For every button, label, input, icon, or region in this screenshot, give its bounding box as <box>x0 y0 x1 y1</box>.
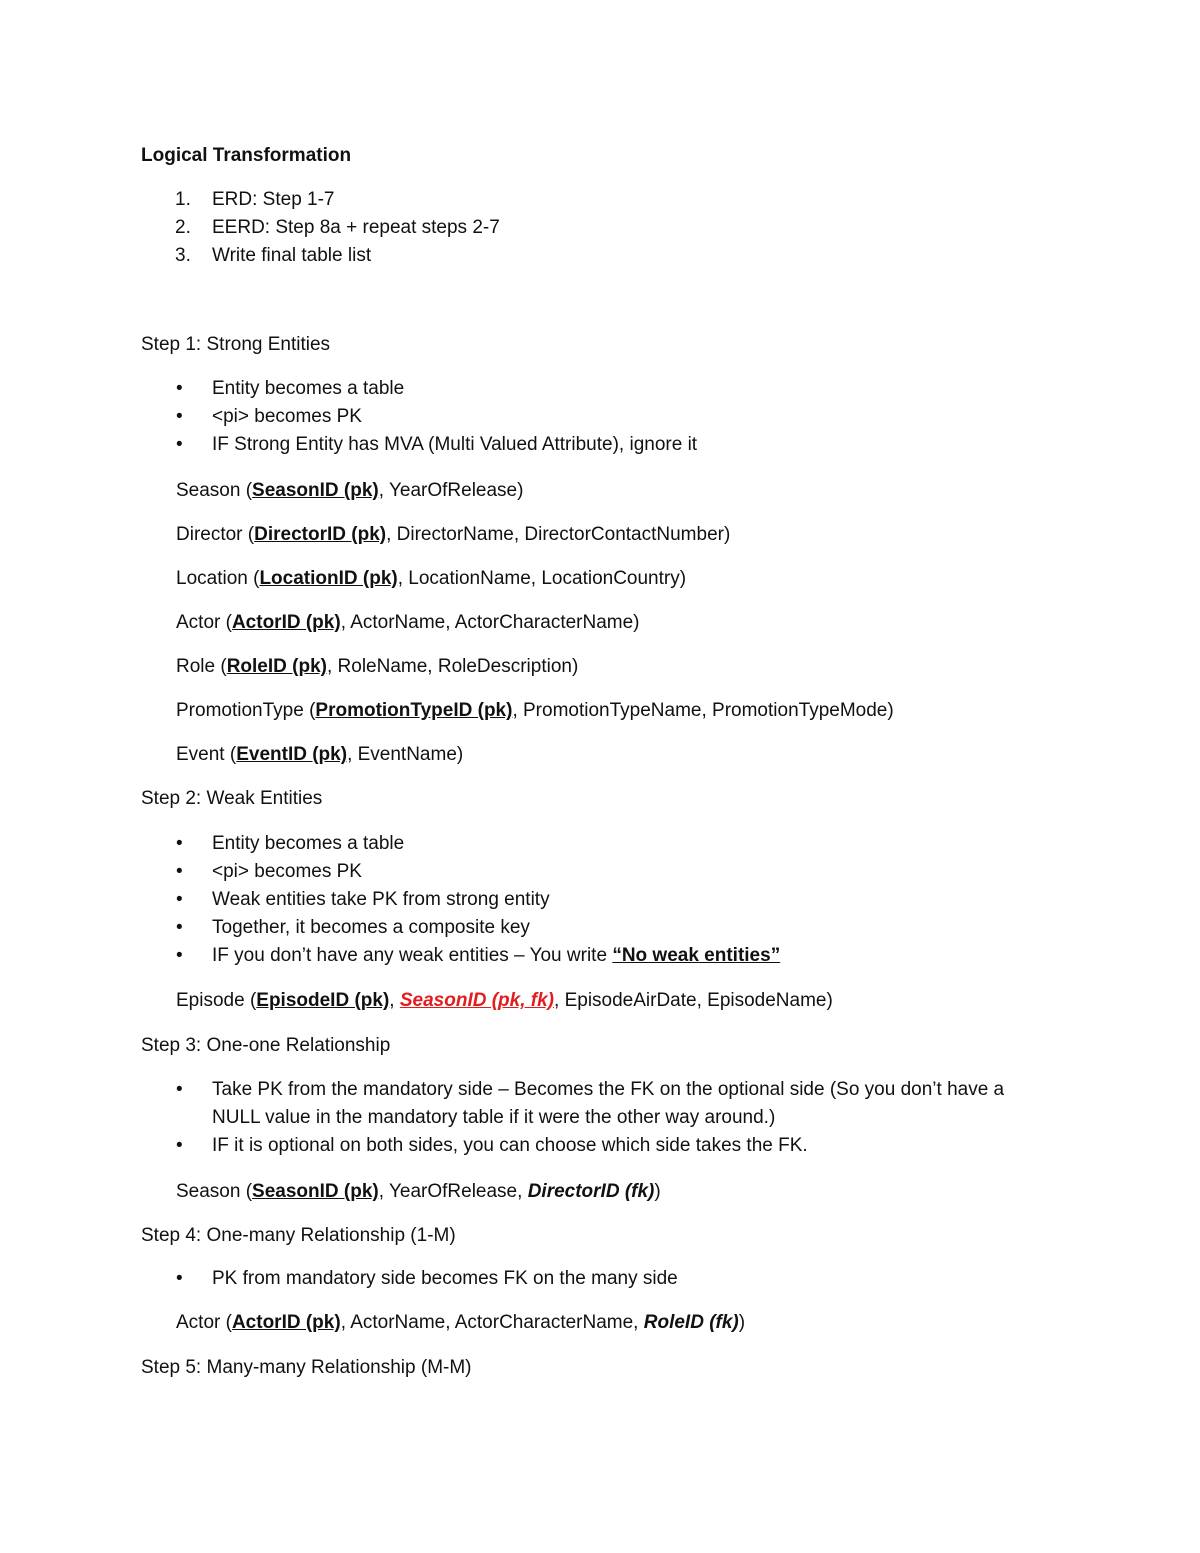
table-definition <box>176 479 523 503</box>
primary-key: LocationID (pk) <box>259 568 398 589</box>
list-item: Entity becomes a table <box>212 378 405 399</box>
table-definition <box>176 743 463 767</box>
list-item: IF it is optional on both sides, you can choose which side takes the FK. <box>212 1135 808 1156</box>
table-attributes: , RoleName, RoleDescription) <box>326 656 579 677</box>
list-item: Together, it becomes a composite key <box>212 917 530 938</box>
list-number: 3. <box>175 245 191 266</box>
bullet-dot: • <box>176 917 183 938</box>
table-attributes: , LocationName, LocationCountry) <box>397 568 687 589</box>
document-title: Logical Transformation <box>141 145 352 166</box>
primary-key: SeasonID (pk) <box>252 480 379 501</box>
step4-heading: Step 4: One-many Relationship (1-M) <box>141 1225 456 1246</box>
table-name: Actor ( <box>176 612 232 633</box>
table-name: Director ( <box>176 524 255 545</box>
list-item-text: IF you don’t have any weak entities – You write <box>212 945 613 966</box>
primary-key: EventID (pk) <box>236 744 348 765</box>
bullet-dot: • <box>176 406 183 427</box>
primary-key: EpisodeID (pk) <box>256 990 390 1011</box>
step2-heading: Step 2: Weak Entities <box>141 788 323 809</box>
table-definition <box>176 567 686 591</box>
table-definition <box>176 523 730 547</box>
primary-key: ActorID (pk) <box>231 612 341 633</box>
table-definition <box>176 699 894 723</box>
list-item: <pi> becomes PK <box>212 406 362 427</box>
list-item: EERD: Step 8a + repeat steps 2-7 <box>212 217 500 238</box>
table-name: PromotionType ( <box>176 700 316 721</box>
table-attributes: , DirectorName, DirectorContactNumber) <box>386 524 731 545</box>
step1-heading: Step 1: Strong Entities <box>141 334 331 355</box>
table-name: Event ( <box>176 744 237 765</box>
bullet-dot: • <box>176 889 183 910</box>
bullet-dot: • <box>176 1079 183 1100</box>
bullet-dot: • <box>176 1135 183 1156</box>
table-name: Role ( <box>176 656 227 677</box>
table-attributes: , YearOfRelease, <box>378 1181 528 1202</box>
list-item: IF Strong Entity has MVA (Multi Valued Attribute), ignore it <box>212 434 698 455</box>
closing-paren: ) <box>654 1181 661 1202</box>
list-item: Weak entities take PK from strong entity <box>212 889 550 910</box>
bullet-dot: • <box>176 833 183 854</box>
table-attributes: , EventName) <box>347 744 464 765</box>
list-item: ERD: Step 1-7 <box>212 189 335 210</box>
primary-key: DirectorID (pk) <box>254 524 387 545</box>
bullet-dot: • <box>176 434 183 455</box>
table-name: Location ( <box>176 568 260 589</box>
bullet-dot: • <box>176 861 183 882</box>
bullet-dot: • <box>176 1268 183 1289</box>
list-item: Take PK from the mandatory side – Becomes the FK on the optional side (So you don’t have a <box>212 1079 1005 1100</box>
table-attributes: , EpisodeAirDate, EpisodeName) <box>554 990 833 1011</box>
table-definition <box>176 1311 745 1335</box>
list-item: Write final table list <box>212 245 372 266</box>
closing-paren: ) <box>738 1312 746 1333</box>
table-name: Season ( <box>176 1181 253 1202</box>
separator: , <box>389 990 400 1011</box>
foreign-key: DirectorID (fk) <box>527 1181 655 1202</box>
list-number: 1. <box>175 189 191 210</box>
table-attributes: , YearOfRelease) <box>378 480 524 501</box>
foreign-key: RoleID (fk) <box>643 1312 739 1333</box>
list-item <box>212 944 780 968</box>
list-number: 2. <box>175 217 191 238</box>
list-item: Entity becomes a table <box>212 833 405 854</box>
table-name: Episode ( <box>176 990 257 1011</box>
table-attributes: , ActorName, ActorCharacterName, <box>340 1312 644 1333</box>
bullet-dot: • <box>176 378 183 399</box>
step5-heading: Step 5: Many-many Relationship (M-M) <box>141 1357 472 1378</box>
bullet-dot: • <box>176 945 183 966</box>
table-name: Season ( <box>176 480 253 501</box>
step3-heading: Step 3: One-one Relationship <box>141 1035 391 1056</box>
table-attributes: , ActorName, ActorCharacterName) <box>340 612 640 633</box>
primary-key: SeasonID (pk) <box>252 1181 379 1202</box>
list-item-continuation: NULL value in the mandatory table if it were the other way around.) <box>212 1107 776 1128</box>
emphasis-text: “No weak entities” <box>612 945 781 966</box>
table-definition <box>176 655 578 679</box>
table-attributes: , PromotionTypeName, PromotionTypeMode) <box>512 700 894 721</box>
table-name: Actor ( <box>176 1312 232 1333</box>
primary-key: RoleID (pk) <box>226 656 327 677</box>
foreign-key-highlight: SeasonID (pk, fk) <box>399 990 555 1011</box>
primary-key: ActorID (pk) <box>231 1312 341 1333</box>
list-item: <pi> becomes PK <box>212 861 362 882</box>
table-definition <box>176 989 833 1013</box>
primary-key: PromotionTypeID (pk) <box>315 700 513 721</box>
table-definition <box>176 611 640 635</box>
table-definition <box>176 1180 661 1204</box>
list-item: PK from mandatory side becomes FK on the many side <box>212 1268 678 1289</box>
